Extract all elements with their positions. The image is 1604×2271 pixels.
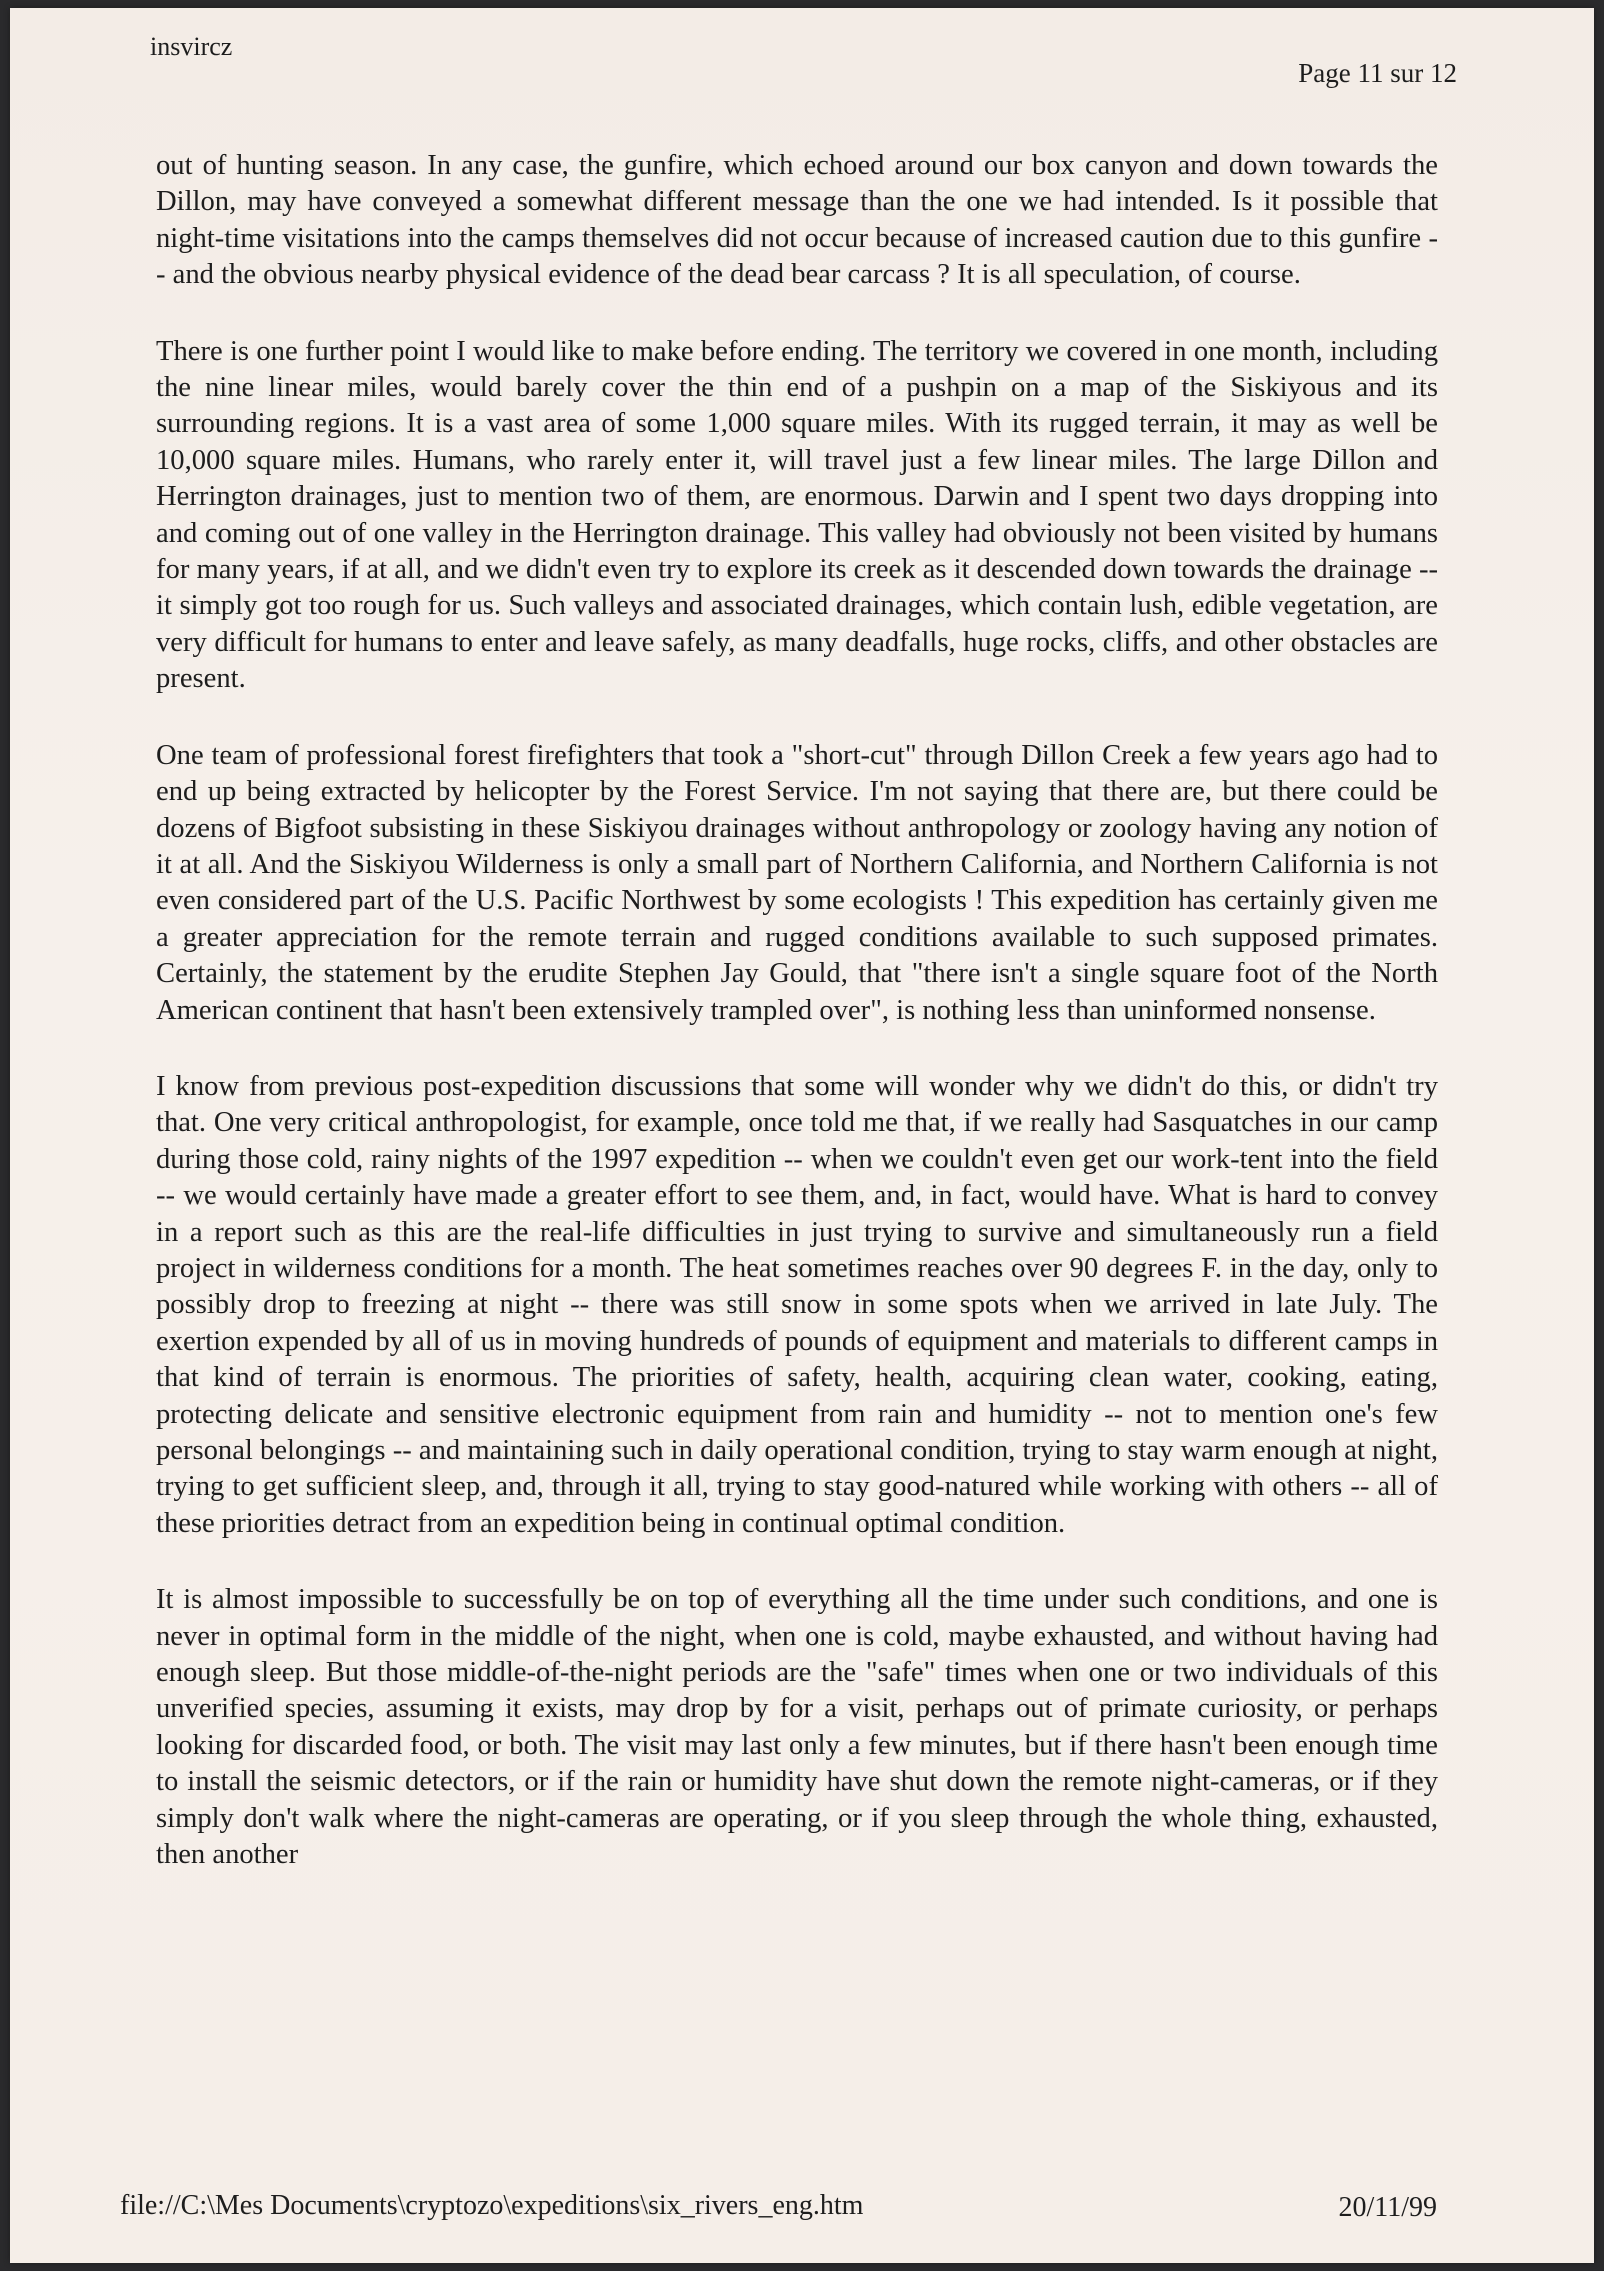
footer-file-path: file://C:\Mes Documents\cryptozo\expeditions\six_rivers_eng.htm bbox=[120, 2190, 864, 2221]
footer-date: 20/11/99 bbox=[1338, 2192, 1437, 2223]
header-title: insvircz bbox=[150, 32, 233, 61]
document-body bbox=[156, 148, 1438, 1913]
paragraph: out of hunting season. In any case, the gunfire, which echoed around our box canyon and down towards the Dillon, may have conveyed a somewhat different message than the one we had intended. Is it possible that night-time visitations into the camps themselves did not occur because of increased caution due to this gunfire -- and the obvious nearby physical evidence of the dead bear carcass ? It is all speculation, of course. bbox=[156, 150, 1438, 291]
paragraph: There is one further point I would like to make before ending. The territory we covered in one month, including the nine linear miles, would barely cover the thin end of a pushpin on a map of the Siskiyous and its surrounding regions. It is a vast area of some 1,000 square miles. With its rugged terrain, it may as well be 10,000 square miles. Humans, who rarely enter it, will travel just a few linear miles. The large Dillon and Herrington drainages, just to mention two of them, are enormous. Darwin and I spent two days dropping into and coming out of one valley in the Herrington drainage. This valley had obviously not been visited by humans for many years, if at all, and we didn't even try to explore its creek as it descended down towards the drainage -- it simply got too rough for us. Such valleys and associated drainages, which contain lush, edible vegetation, are very difficult for humans to enter and leave safely, as many deadfalls, huge rocks, cliffs, and other obstacles are present. bbox=[156, 335, 1438, 695]
document-page bbox=[10, 8, 1594, 2263]
paragraph: It is almost impossible to successfully be on top of everything all the time under such conditions, and one is never in optimal form in the middle of the night, when one is cold, maybe exhausted, and without having had enough sleep. But those middle-of-the-night periods are the "safe" times when one or two individuals of this unverified species, assuming it exists, may drop by for a visit, perhaps out of primate curiosity, or perhaps looking for discarded food, or both. The visit may last only a few minutes, but if there hasn't been enough time to install the seismic detectors, or if the rain or humidity have shut down the remote night-cameras, or if they simply don't walk where the night-cameras are operating, or if you sleep through the whole thing, exhausted, then another bbox=[156, 1584, 1438, 1871]
page-number: Page 11 sur 12 bbox=[1298, 58, 1457, 88]
paragraph: One team of professional forest firefighters that took a "short-cut" through Dillon Creek a few years ago had to end up being extracted by helicopter by the Forest Service. I'm not saying that there are, but there could be dozens of Bigfoot subsisting in these Siskiyou drainages without anthropology or zoology having any notion of it at all. And the Siskiyou Wilderness is only a small part of Northern California, and Northern California is not even considered part of the U.S. Pacific Northwest by some ecologists ! This expedition has certainly given me a greater appreciation for the remote terrain and rugged conditions available to such supposed primates. Certainly, the statement by the erudite Stephen Jay Gould, that "there isn't a single square foot of the North American continent that hasn't been extensively trampled over", is nothing less than uninformed nonsense. bbox=[156, 739, 1438, 1026]
paragraph: I know from previous post-expedition discussions that some will wonder why we didn't do this, or didn't try that. One very critical anthropologist, for example, once told me that, if we really had Sasquatches in our camp during those cold, rainy nights of the 1997 expedition -- when we couldn't even get our work-tent into the field -- we would certainly have made a greater effort to see them, and, in fact, would have. What is hard to convey in a report such as this are the real-life difficulties in just trying to survive and simultaneously run a field project in wilderness conditions for a month. The heat sometimes reaches over 90 degrees F. in the day, only to possibly drop to freezing at night -- there was still snow in some spots when we arrived in late July. The exertion expended by all of us in moving hundreds of pounds of equipment and materials to different camps in that kind of terrain is enormous. The priorities of safety, health, acquiring clean water, cooking, eating, protecting delicate and sensitive electronic equipment from rain and humidity -- not to mention one's few personal belongings -- and maintaining such in daily operational condition, trying to stay warm enough at night, trying to get sufficient sleep, and, through it all, trying to stay good-natured while working with others -- all of these priorities detract from an expedition being in continual optimal condition. bbox=[156, 1070, 1438, 1539]
